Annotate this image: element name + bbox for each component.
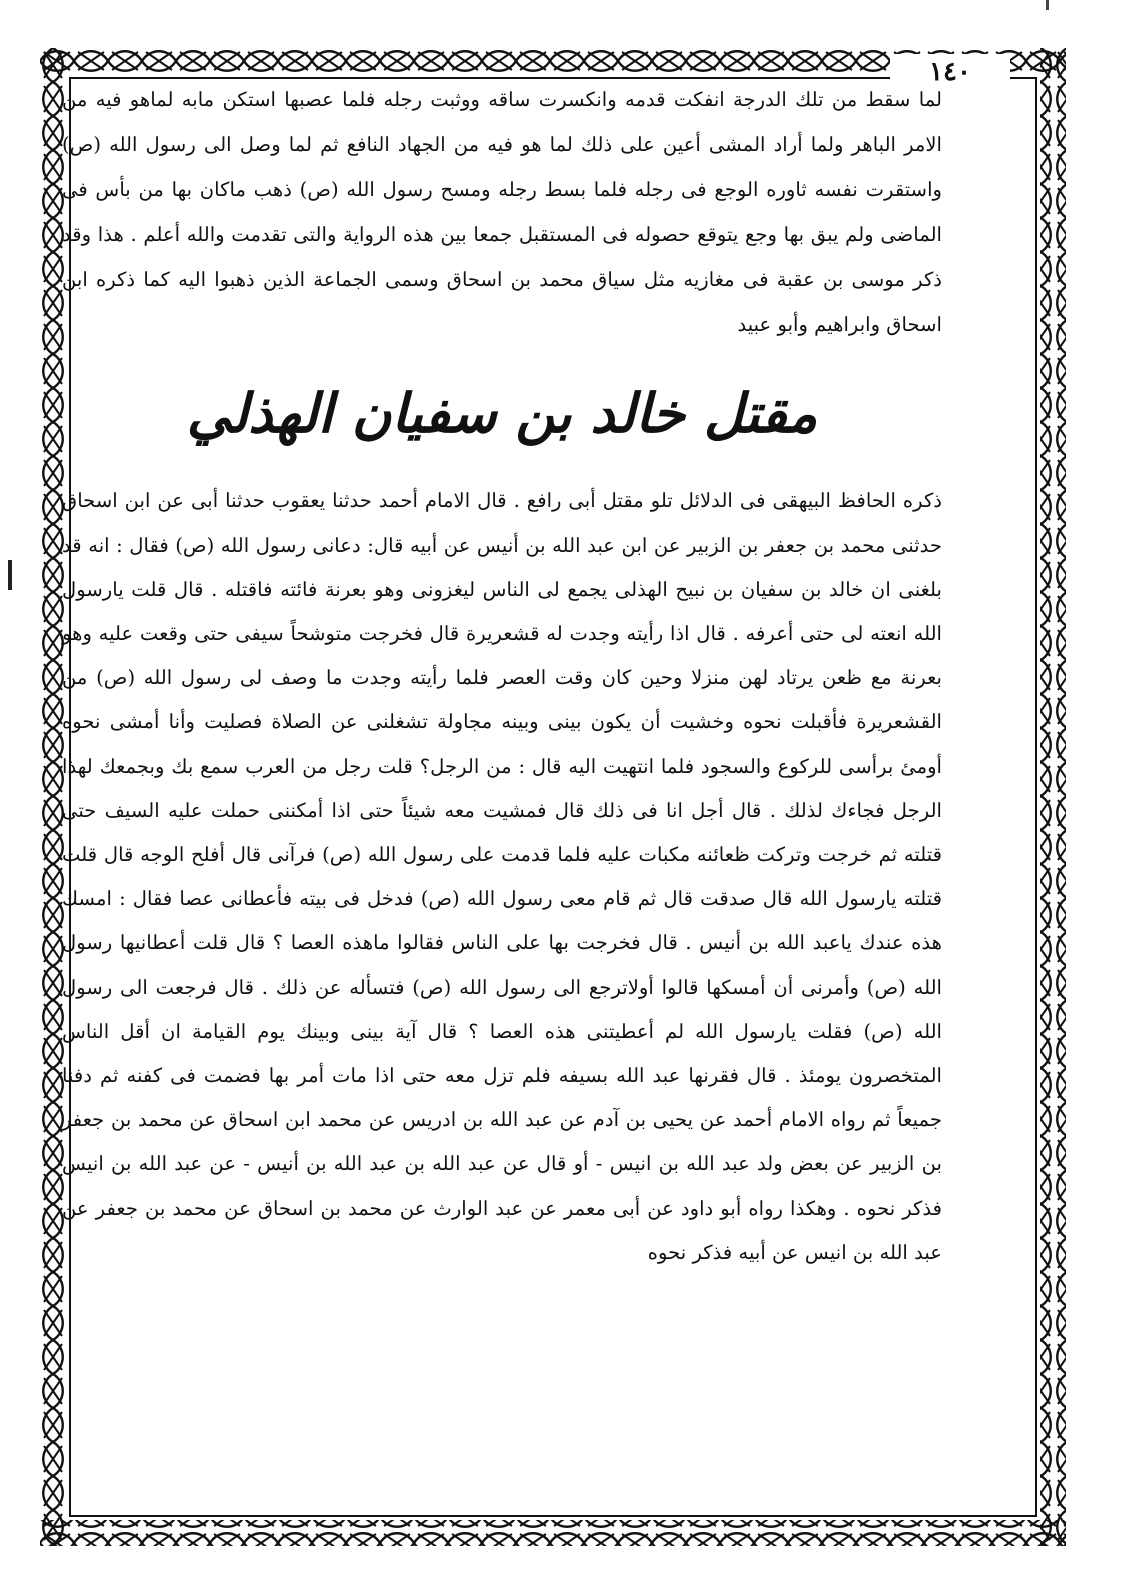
chapter-title: مقتل خالد بن سفيان الهذلي xyxy=(186,381,818,446)
main-text-block xyxy=(62,78,942,1478)
page-number: ١٤٠ xyxy=(890,54,1010,90)
main-paragraph: ذكره الحافظ البيهقى فى الدلائل تلو مقتل أبى رافع . قال الامام أحمد حدثنا يعقوب حدثنا أبى عن ابن اسحاق حدثنى محمد بن جعفر بن الزبير عن ابن عبد الله بن أنيس عن أبيه قال: دعانى رسول الله (ص) فقال : انه قد بلغنى ان خالد بن سفيان بن نبيح الهذلى يجمع لى الناس ليغزونى وهو بعرنة فائته فاقتله . قال قلت يارسول الله انعته لى حتى أعرفه . قال اذا رأيته وجدت له قشعريرة قال فخرجت متوشحاً سيفى حتى وقعت عليه وهو بعرنة مع ظعن يرتاد لهن منزلا وحين كان وقت العصر فلما رأيته وجدت ما وصف لى رسول الله (ص) من القشعريرة فأقبلت نحوه وخشيت أن يكون بينى وبينه مجاولة تشغلنى عن الصلاة فصليت وأنا أمشى نحوه أومئ برأسى للركوع والسجود فلما انتهيت اليه قال : من الرجل؟ قلت رجل من العرب سمع بك وبجمعك لهذا الرجل فجاءك لذلك . قال أجل انا فى ذلك قال فمشيت معه شيئاً حتى اذا أمكننى حملت عليه السيف حتى قتلته ثم خرجت وتركت ظعائنه مكبات عليه فلما قدمت على رسول الله (ص) فرآنى قال أفلح الوجه قال قلت قتلته يارسول الله قال صدقت قال ثم قام معى رسول الله (ص) فدخل فى بيته فأعطانى عصا فقال : امسك هذه عندك ياعبد الله بن أنيس . قال فخرجت بها على الناس فقالوا ماهذه العصا ؟ قال قلت أعطانيها رسول الله (ص) وأمرنى أن أمسكها قالوا أولاترجع الى رسول الله (ص) فتسأله عن ذلك . قال فرجعت الى رسول الله (ص) فقلت يارسول الله لم أعطيتنى هذه العصا ؟ قال آية بينى وبينك يوم القيامة ان أقل الناس المتخصرون يومئذ . قال فقرنها عبد الله بسيفه فلم تزل معه حتى اذا مات أمر بها فضمت فى كفنه ثم دفنا جميعاً ثم رواه الامام أحمد عن يحيى بن آدم عن عبد الله بن ادريس عن محمد ابن اسحاق عن محمد بن جعفر بن الزبير عن بعض ولد عبد الله بن انيس - أو قال عن عبد الله بن عبد الله بن أنيس - عن عبد الله بن انيس فذكر نحوه . وهكذا رواه أبو داود عن أبى معمر عن عبد الوارث عن محمد بن اسحاق عن محمد بن جعفر عن عبد الله بن انيس عن أبيه فذكر نحوه xyxy=(62,489,942,1264)
top-ink-mark xyxy=(1046,0,1049,10)
margin-ink-mark xyxy=(8,560,12,590)
intro-paragraph: لما سقط من تلك الدرجة انفكت قدمه وانكسرت ساقه ووثبت رجله فلما عصبها استكن مابه لماهو فيه من الامر الباهر ولما أراد المشى أعين على ذلك لما هو فيه من الجهاد النافع ثم لما وصل الى رسول الله (ص) واستقرت نفسه ثاوره الوجع فى رجله فلما بسط رجله ومسح رسول الله (ص) ذهب ماكان بها من بأس فى الماضى ولم يبق بها وجع يتوقع حصوله فى المستقبل جمعا بين هذه الرواية والتى تقدمت والله أعلم . هذا وقد ذكر موسى بن عقبة فى مغازيه مثل سياق محمد بن اسحاق وسمى الجماعة الذين ذهبوا اليه كما ذكره ابن اسحاق وابراهيم وأبو عبيد xyxy=(62,88,942,336)
